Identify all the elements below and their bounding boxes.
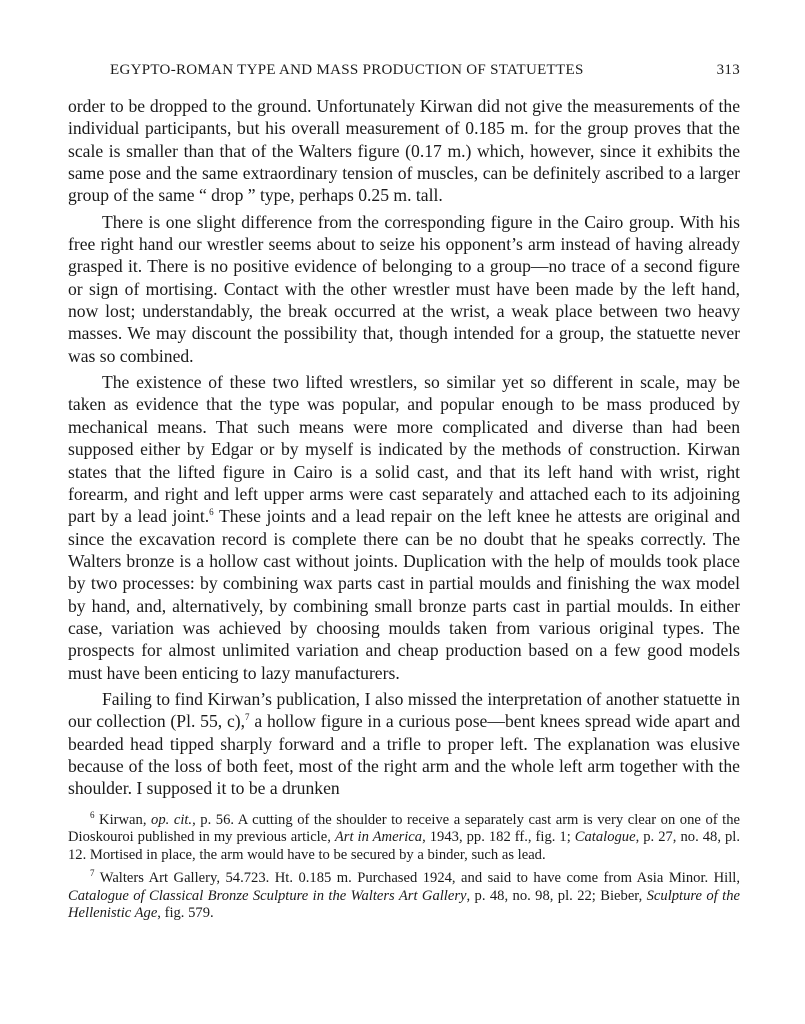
footnote-mark-6: 6 [90, 809, 95, 820]
paragraph-4-part-1: Failing to find Kirwan’s publication, I also missed the interpretation of another statuette in our collection (Pl. 55, c), [68, 688, 740, 732]
footnote-7-italic-1: Catalogue of Classical Bronze Sculpture in the Walters Art Gallery [68, 887, 467, 904]
running-header [110, 62, 740, 79]
page [68, 62, 740, 929]
paragraph-4-part-2: a hollow figure in a curious pose—bent knees spread wide apart and bearded head tipped sharply forward and a trifle to proper left. The explanation was elusive because of the loss of both feet, most of the right arm and the whole left arm together with the shoulder. I supposed it to be a drunken [68, 711, 741, 799]
footnote-6-text: , 1943, pp. 182 ff., fig. 1; [422, 829, 575, 846]
footnote-7-text: , p. 48, no. 98, pl. 22; Bieber, [466, 887, 647, 904]
footnote-6-italic-1: op. cit. [151, 811, 193, 828]
paragraph-2: There is one slight difference from the corresponding figure in the Cairo group. With his free right hand our wrestler seems about to seize his opponent’s arm instead of having already grasped it. There is no positive evidence of belonging to a group—no trace of a second figure or sign of mortising. Contact with the other wrestler must have been made by the left hand, now lost; understandably, the break occurred at the wrist, a weak place between two heavy masses. We may discount the possibility that, though intended for a group, the statuette never was so combined. [68, 211, 740, 366]
footnote-6-text: , p. 56. A cutting of the shoulder to receive a separately cast arm is very clear on one of the Dioskouroi published in my previous article, [68, 811, 740, 846]
paragraph-3-part-1: The existence of these two lifted wrestlers, so similar yet so different in scale, may be taken as evidence that the type was popular, and popular enough to be mass produced by mechanical means. That such means were more complicated and diverse than had been supposed either by Edgar or by myself is indicated by the methods of construction. Kirwan states that the lifted figure in Cairo is a solid cast, and that its left hand with wrist, right forearm, and right and left upper arms were cast separately and attached each to its adjoining part by a lead joint. [68, 372, 740, 527]
footnote-6-text: Kirwan, [94, 811, 152, 828]
paragraph-3 [68, 371, 740, 684]
body-text [68, 95, 740, 800]
footnote-mark-7: 7 [90, 868, 95, 879]
footnotes [68, 809, 740, 923]
footnote-ref-7[interactable]: 7 [245, 712, 250, 723]
paragraph-1: order to be dropped to the ground. Unfortunately Kirwan did not give the measurements of the individual participants, but his overall measurement of 0.185 m. for the group proves that the scale is smaller than that of the Walters figure (0.17 m.) which, however, since it exhibits the same pose and the same extraordinary tension of muscles, can be definitely ascribed to a larger group of the same “ drop ” type, perhaps 0.25 m. tall. [68, 96, 740, 206]
paragraph-3-part-2: These joints and a lead repair on the left knee he attests are original and since the excavation record is complete there can be no doubt that he speaks correctly. The Walters bronze is a hollow cast without joints. Duplication with the help of moulds took place by two processes: by combining wax parts cast in partial moulds and finishing the wax model by hand, and, alternatively, by combining small bronze parts cast in partial moulds. In either case, variation was achieved by choosing moulds taken from various original types. The prospects for almost unlimited variation and cheap production based on a few good models must have been enticing to lazy manufacturers. [68, 506, 741, 683]
footnote-7-text: , fig. 579. [157, 905, 214, 922]
footnote-7 [68, 870, 740, 923]
page-number: 313 [716, 62, 740, 78]
footnote-6-italic-3: Catalogue [574, 829, 636, 846]
footnote-ref-6[interactable]: 6 [209, 507, 214, 518]
footnote-6-text: , p. 27, no. 48, pl. 12. Mortised in place, the arm would have to be secured by a binder, such as lead. [68, 829, 740, 863]
footnote-7-text: Walters Art Gallery, 54.723. Ht. 0.185 m. Purchased 1924, and said to have come from Asia Minor. Hill, [94, 870, 740, 887]
footnote-7-italic-2: Sculpture of the Hellenistic Age [68, 887, 740, 922]
footnote-6-italic-2: Art in America [334, 829, 423, 846]
running-title: EGYPTO-ROMAN TYPE AND MASS PRODUCTION OF STATUETTES [110, 62, 584, 78]
paragraph-4 [68, 688, 740, 800]
footnote-6 [68, 809, 740, 865]
